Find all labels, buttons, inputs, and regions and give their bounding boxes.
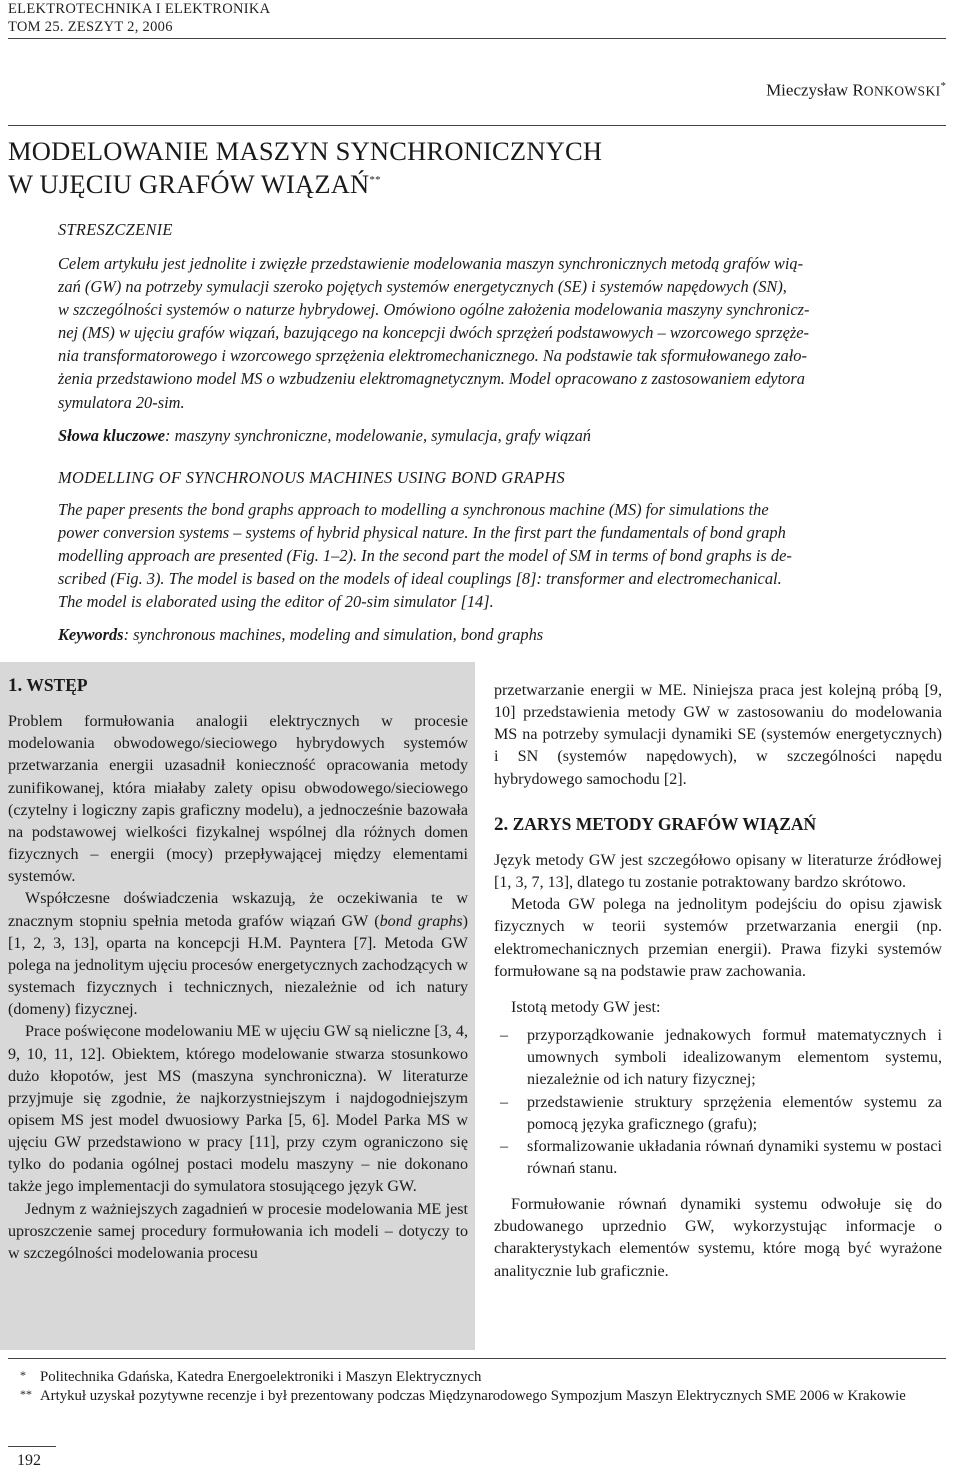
title-rule <box>8 125 946 126</box>
running-header <box>8 0 270 36</box>
abstract-pl-line: w szczególności systemów o naturze hybrydowej. Omówiono ogólne założenia modelowania maszyny synchronicz- <box>58 300 810 320</box>
list-item: – przyporządkowanie jednakowych formuł matematycznych i umownych symboli idealizowanym elementom systemu, niezależnie od ich natury fizycznej; <box>494 1025 942 1091</box>
abstract-en-line: power conversion systems – systems of hybrid physical nature. In the first part the fundamentals of bond graph <box>58 523 786 543</box>
abstract-en-line: The model is elaborated using the editor of 20-sim simulator [14]. <box>58 592 494 612</box>
title-line-2: W UJĘCIU GRAFÓW WIĄZAŃ** <box>8 168 381 199</box>
section-1-paragraph: Współczesne doświadczenia wskazują, że oczekiwania te w znacznym stopniu spełnia metoda grafów wiązań GW (bond graphs) [1, 2, 3, 13], oparta na koncepcji H.M. Payntera [7]. Metoda GW polega na jednolitym ujęciu procesów energetycznych zachodzących w systemach fizycznych i technicznych, niezależnie od ich natury (domeny) fizycznej. <box>8 890 468 1019</box>
abstract-en-line: scribed (Fig. 3). The model is based on the models of ideal couplings [8]: transformer and electromechanical. <box>58 569 782 589</box>
section-1-heading: 1. WSTĘP <box>8 675 88 696</box>
footnote-rule <box>8 1358 946 1359</box>
section-1-paragraph: Jednym z ważniejszych zagadnień w procesie modelowania ME jest uproszczenie samej procedury formułowania ich modeli – dotyczy to w szczególności modelowania procesu <box>8 1200 468 1262</box>
section-2-paragraph: Istotą metody GW jest: <box>511 998 661 1016</box>
title-footnote-mark: ** <box>369 174 381 186</box>
keywords-en <box>58 624 940 646</box>
section-1-paragraph: Prace poświęcone modelowaniu ME w ujęciu GW są nieliczne [3, 4, 9, 10, 11, 12]. Obiektem, którego modelowanie stwarza stosunkowo dużo kłopotów, jest MS (maszyna synchroniczna). W literaturze przyjmuje się zgodnie, że najkorzystniejszym i najdogodniejszym opisem MS jest model dwuosiowy Parka [5, 6]. Model Parka MS w ujęciu GW przedstawiono w pracy [11], przy czym ograniczono się tylko do podania ogólnej postaci modelu maszyny – nie dokonano także jego implementacji do symulatora stosującego język GW. <box>8 1023 468 1196</box>
section-2-paragraph: Formułowanie równań dynamiki systemu odwołuje się do zbudowanego uprzednio GW, wykorzystując informacje o charakterystykach elementów systemu, które mogą być wyrażone analitycznie lub graficznie. <box>494 1196 942 1280</box>
journal-name: ELEKTROTECHNIKA I ELEKTRONIKA <box>8 1 271 17</box>
section-2-paragraph: Język metody GW jest szczegółowo opisany w literaturze źródłowej [1, 3, 7, 13], dlatego tu zostanie potraktowany bardzo skrótowo. <box>494 851 942 892</box>
section-2-paragraph: Metoda GW polega na jednolitym podejściu do opisu zjawisk fizycznych w teorii systemów przetwarzania energii (np. elektromechanicznych przemian energii). Prawa fizyki systemów formułowane są na podstawie praw zachowania. <box>494 896 942 980</box>
abstract-pl-line: żenia przedstawiono model MS o wzbudzeniu elektromagnetycznym. Model opracowano z zastosowaniem edytora <box>58 369 805 389</box>
intro-continuation-paragraph: przetwarzanie energii w ME. Niniejsza praca jest kolejną próbą [9, 10] przedstawienia metody GW w zastosowaniu do modelowania MS na potrzeby symulacji dynamiki SE (systemów energetycznych) i SN (systemów napędowych), w szczególności napędu hybrydowego samochodu [2]. <box>494 682 942 788</box>
list-item: – sformalizowanie układania równań dynamiki systemu w postaci równań stanu. <box>494 1136 942 1180</box>
author-footnote-mark: * <box>940 80 946 92</box>
abstract-en-body <box>58 498 940 613</box>
abstract-pl-line: zań (GW) na potrzeby symulacji szeroko pojętych systemów energetycznych (SE) i systemów napędowych (SN), <box>58 277 787 297</box>
right-column <box>494 680 942 1283</box>
author: Mieczysław RONKOWSKI* <box>766 80 946 100</box>
abstract-pl-body <box>58 252 940 414</box>
section-2-heading: 2. ZARYS METODY GRAFÓW WIĄZAŃ <box>494 813 817 835</box>
abstract-pl-line: nej (MS) w ujęciu grafów wiązań, bazującego na koncepcji dwóch sprzężeń podstawowych – wzorcowego sprzęże- <box>58 323 809 343</box>
footnote: ** Artykuł uzyskał pozytywne recenzje i był prezentowany podczas Międzynarodowego Sympozjum Maszyn Elektrycznych SME 2006 w Krakowie <box>20 1387 906 1404</box>
keywords-pl-label: Słowa kluczowe <box>58 426 166 445</box>
footnote: * Politechnika Gdańska, Katedra Energoelektroniki i Maszyn Elektrycznych <box>20 1368 482 1385</box>
abstract-pl-line: symulatora 20-sim. <box>58 392 185 412</box>
section-1-paragraph: Problem formułowania analogii elektrycznych w procesie modelowania obwodowego/sieciowego hybrydowych systemów przetwarzania energii uzasadnił konieczność opracowania metody zunifikowanej, która miałaby zalety opisu obwodowego/sieciowego (czytelny i logiczny zapis graficzny modelu), a jednocześnie bazowała na podstawowej wielkości fizykalnej wspólnej dla różnych domen fizycznych – energii (mocy) przepływającej między elementami systemów. <box>8 713 468 886</box>
abstract-pl-line: nia transformatorowego i wzorcowego sprzężenia elektromechanicznego. Na podstawie tak sformułowanego zało- <box>58 346 807 366</box>
keywords-pl <box>58 425 940 447</box>
left-column <box>8 674 468 1265</box>
abstract-en-heading: MODELLING OF SYNCHRONOUS MACHINES USING BOND GRAPHS <box>58 468 566 487</box>
page-number: 192 <box>17 1452 41 1469</box>
abstract-pl-line: Celem artykułu jest jednolite i zwięzłe przedstawienie modelowania maszyn synchronicznych metodą grafów wią- <box>58 254 804 273</box>
header-rule <box>8 38 946 39</box>
abstract-pl-heading: STRESZCZENIE <box>58 220 173 239</box>
keywords-pl-text: : maszyny synchroniczne, modelowanie, symulacja, grafy wiązań <box>165 426 591 445</box>
keywords-en-text: : synchronous machines, modeling and simulation, bond graphs <box>123 625 544 644</box>
footnotes <box>14 1368 944 1406</box>
paper-title <box>8 137 602 199</box>
method-features-list <box>494 1025 942 1180</box>
journal-volume: TOM 25. ZESZYT 2, 2006 <box>8 19 173 35</box>
title-line-1: MODELOWANIE MASZYN SYNCHRONICZNYCH <box>8 136 603 166</box>
abstract-en-line: modelling approach are presented (Fig. 1–2). In the second part the model of SM in terms of bond graphs is de- <box>58 546 792 566</box>
page-number-rule <box>8 1446 56 1447</box>
list-item: – przedstawienie struktury sprzężenia elementów systemu za pomocą języka graficznego (grafu); <box>494 1092 942 1136</box>
keywords-en-label: Keywords <box>58 625 124 644</box>
abstract-en-line: The paper presents the bond graphs approach to modelling a synchronous machine (MS) for simulations the <box>58 500 769 519</box>
